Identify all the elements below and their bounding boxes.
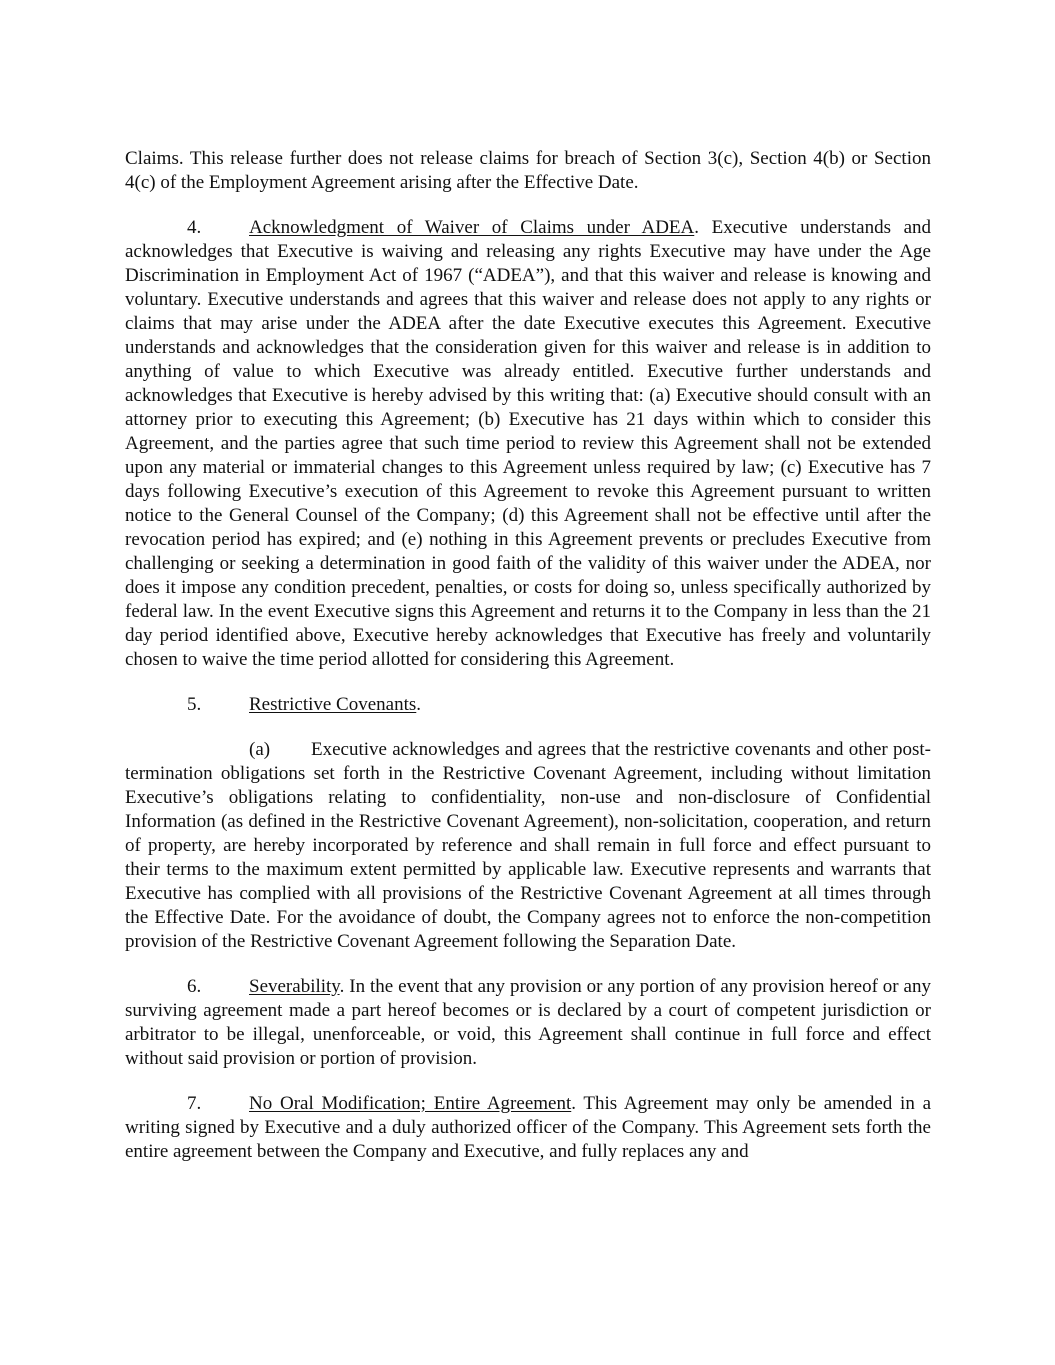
section-5a-number: (a)	[249, 739, 271, 760]
section-5-number: 5.	[187, 694, 202, 715]
section-5-body: .	[416, 694, 422, 715]
section-4-number: 4.	[187, 217, 202, 238]
document-page	[125, 147, 931, 1185]
section-7-paragraph	[125, 1092, 931, 1164]
section-5a-paragraph	[125, 738, 931, 954]
continuation-text: Claims. This release further does not release claims for breach of Section 3(c), Section 4(b) or Section 4(c) of the Employment Agreement arising after the Effective Date.	[125, 148, 931, 193]
section-4-heading: Acknowledgment of Waiver of Claims under ADEA	[249, 217, 695, 238]
section-7-number: 7.	[187, 1093, 202, 1114]
section-6-paragraph	[125, 975, 931, 1071]
section-5-heading: Restrictive Covenants	[249, 694, 417, 715]
continuation-paragraph	[125, 147, 931, 195]
section-5a-body: Executive acknowledges and agrees that the restrictive covenants and other post-termination obligations set forth in the Restrictive Covenant Agreement, including without limitation Executive’s obligations relating to confidentiality, non-use and non-disclosure of Confidential Information (as defined in the Restrictive Covenant Agreement), non-solicitation, cooperation, and return of property, are hereby incorporated by reference and shall remain in full force and effect pursuant to their terms to the maximum extent permitted by applicable law. Executive represents and warrants that Executive has complied with all provisions of the Restrictive Covenant Agreement at all times through the Effective Date. For the avoidance of doubt, the Company agrees not to enforce the non-competition provision of the Restrictive Covenant Agreement following the Separation Date.	[125, 739, 931, 952]
section-6-number: 6.	[187, 976, 202, 997]
section-5-paragraph	[125, 693, 931, 717]
section-6-body: . In the event that any provision or any portion of any provision hereof or any surviving agreement made a part hereof becomes or is declared by a court of competent jurisdiction or arbitrator to be illegal, unenforceable, or void, this Agreement shall continue in full force and effect without said provision or portion of provision.	[125, 976, 931, 1069]
section-7-heading: No Oral Modification; Entire Agreement	[249, 1093, 572, 1114]
section-4-paragraph	[125, 216, 931, 672]
section-4-body: . Executive understands and acknowledges that Executive is waiving and releasing any rights Executive may have under the Age Discrimination in Employment Act of 1967 (“ADEA”), and that this waiver and release is knowing and voluntary. Executive understands and agrees that this waiver and release does not apply to any rights or claims that may arise under the ADEA after the date Executive executes this Agreement. Executive understands and acknowledges that the consideration given for this waiver and release is in addition to anything of value to which Executive was already entitled. Executive further understands and acknowledges that Executive is hereby advised by this writing that: (a) Executive should consult with an attorney prior to executing this Agreement; (b) Executive has 21 days within which to consider this Agreement, and the parties agree that such time period to review this Agreement shall not be extended upon any material or immaterial changes to this Agreement unless required by law; (c) Executive has 7 days following Executive’s execution of this Agreement to revoke this Agreement pursuant to written notice to the General Counsel of the Company; (d) this Agreement shall not be effective until after the revocation period has expired; and (e) nothing in this Agreement prevents or precludes Executive from challenging or seeking a determination in good faith of the validity of this waiver under the ADEA, nor does it impose any condition precedent, penalties, or costs for doing so, unless specifically authorized by federal law. In the event Executive signs this Agreement and returns it to the Company in less than the 21 day period identified above, Executive hereby acknowledges that Executive has freely and voluntarily chosen to waive the time period allotted for considering this Agreement.	[125, 217, 932, 670]
section-6-heading: Severability	[249, 976, 340, 997]
section-7-body: . This Agreement may only be amended in a writing signed by Executive and a duly authorized officer of the Company. This Agreement sets forth the entire agreement between the Company and Executive, and fully replaces any and	[125, 1093, 931, 1162]
